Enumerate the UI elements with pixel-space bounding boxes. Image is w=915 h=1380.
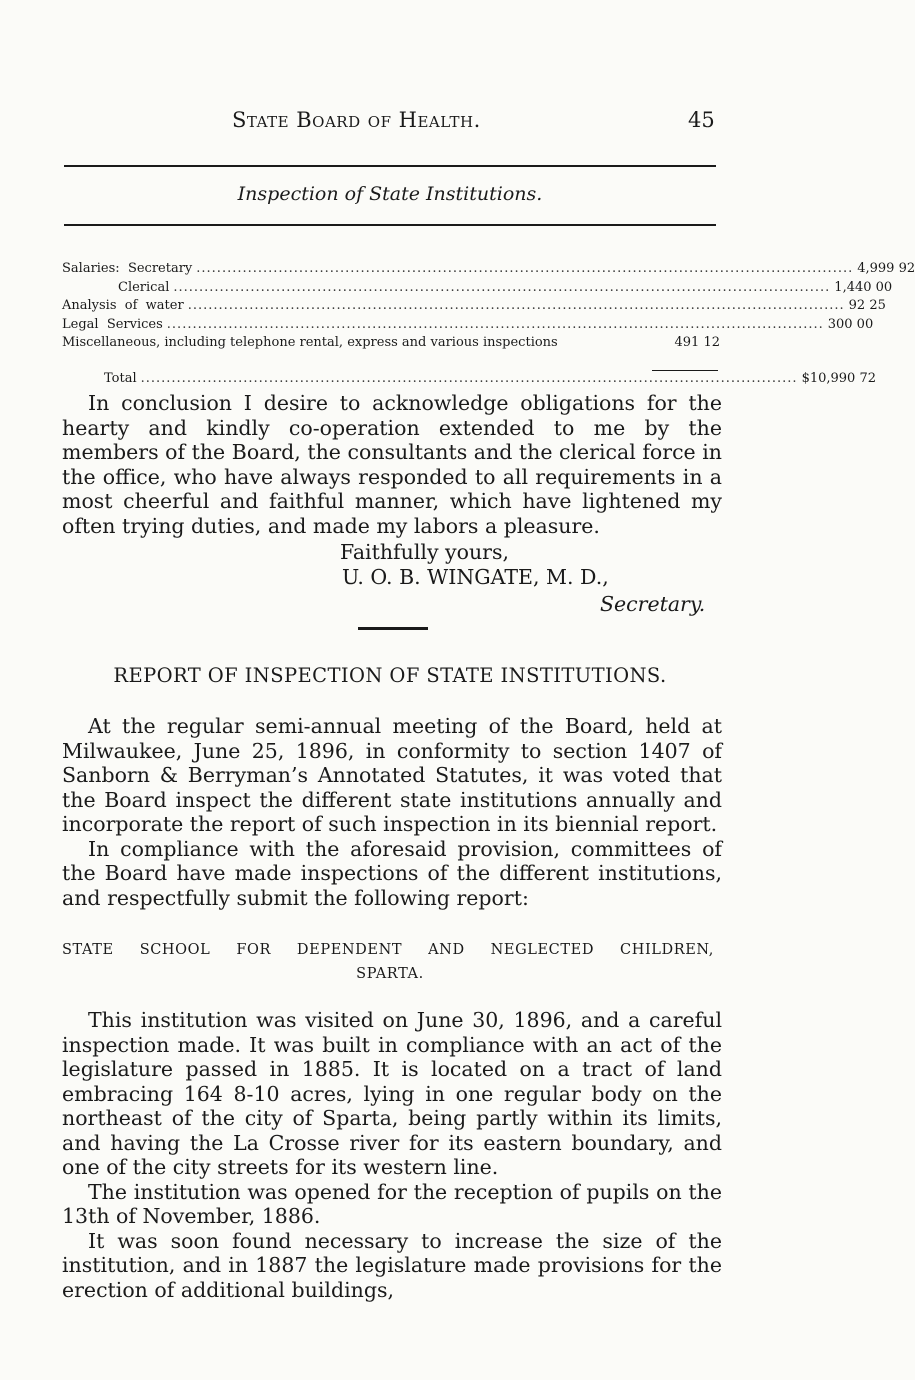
report-intro xyxy=(62,714,722,910)
valediction: Faithfully yours, xyxy=(340,540,510,564)
ledger-row xyxy=(62,297,886,316)
ledger-label: Legal Services xyxy=(62,316,163,332)
top-rule xyxy=(64,165,716,167)
ledger-label: Miscellaneous, including telephone rental, express and various inspections xyxy=(62,335,558,350)
institution-location: SPARTA. xyxy=(356,966,424,982)
institution-heading: STATE SCHOOL FOR DEPENDENT AND NEGLECTED CHILDREN, xyxy=(62,942,714,958)
leader-dots: ................................................................................................................................ xyxy=(166,316,824,332)
ledger-amount: 1,440 00 xyxy=(834,279,893,295)
subtitle-rule xyxy=(64,224,716,226)
total-amount: $10,990 72 xyxy=(801,371,876,386)
leader-dots: ................................................................................................................................ xyxy=(140,371,798,386)
ledger-amount: 92 25 xyxy=(848,298,886,313)
expense-ledger xyxy=(62,260,915,353)
leader-dots: ................................................................................................................................ xyxy=(173,279,831,295)
ledger-row xyxy=(62,316,874,335)
signatory-title: Secretary. xyxy=(600,592,706,616)
section-divider xyxy=(358,627,428,630)
conclusion-paragraph xyxy=(62,391,722,538)
institution-paragraph: This institution was visited on June 30, 1896, and a careful inspection made. It was built in compliance with an act of the legislature passed in 1885. It is located on a tract of land embracing 164 8-10 acres, lying in one regular body on the northeast of the city of Sparta, being partly within its limits, and having the La Crosse river for its eastern boundary, and one of the city streets for its western line. xyxy=(62,1008,722,1179)
ledger-row xyxy=(62,279,893,298)
ledger-row xyxy=(62,260,915,279)
conclusion-text: In conclusion I desire to acknowledge obligations for the hearty and kindly co-operation extended to me by the members of the Board, the consultants and the clerical force in the office, who have always responded to all requirements in a most cheerful and faithful manner, which have lightened my often trying duties, and made my labors a pleasure. xyxy=(62,391,722,538)
ledger-total-row xyxy=(62,370,876,389)
page-number: 45 xyxy=(688,108,715,132)
section-subtitle: Inspection of State Institutions. xyxy=(237,183,543,205)
leader-dots: ................................................................................................................................ xyxy=(187,298,845,313)
ledger-row xyxy=(62,334,720,353)
report-paragraph: At the regular semi-annual meeting of the Board, held at Milwaukee, June 25, 1896, in conformity to section 1407 of Sanborn & Berryman’s Annotated Statutes, it was voted that the Board inspect the different state institutions annually and incorporate the report of such inspection in its biennial report. xyxy=(62,714,722,836)
ledger-amount: 300 00 xyxy=(827,316,874,332)
institution-body xyxy=(62,1008,722,1302)
institution-paragraph: The institution was opened for the reception of pupils on the 13th of November, 1886. xyxy=(62,1179,722,1228)
total-label: Total xyxy=(104,371,137,386)
running-title: State Board of Health. xyxy=(232,108,481,132)
signatory: U. O. B. WINGATE, M. D., xyxy=(342,565,609,589)
ledger-label: Clerical xyxy=(118,279,170,295)
leader-dots: ................................................................................................................................ xyxy=(196,261,854,276)
ledger-label: Analysis of water xyxy=(62,298,184,313)
ledger-total xyxy=(62,370,876,389)
report-paragraph: In compliance with the aforesaid provision, committees of the Board have made inspections of the different institutions, and respectfully submit the following report: xyxy=(62,836,722,910)
ledger-amount: 4,999 92 xyxy=(857,261,915,276)
ledger-amount: 491 12 xyxy=(674,335,720,350)
report-heading: REPORT OF INSPECTION OF STATE INSTITUTIONS. xyxy=(113,664,667,687)
institution-paragraph: It was soon found necessary to increase the size of the institution, and in 1887 the legislature made provisions for the erection of additional buildings, xyxy=(62,1228,722,1302)
ledger-label: Salaries: Secretary xyxy=(62,261,193,276)
